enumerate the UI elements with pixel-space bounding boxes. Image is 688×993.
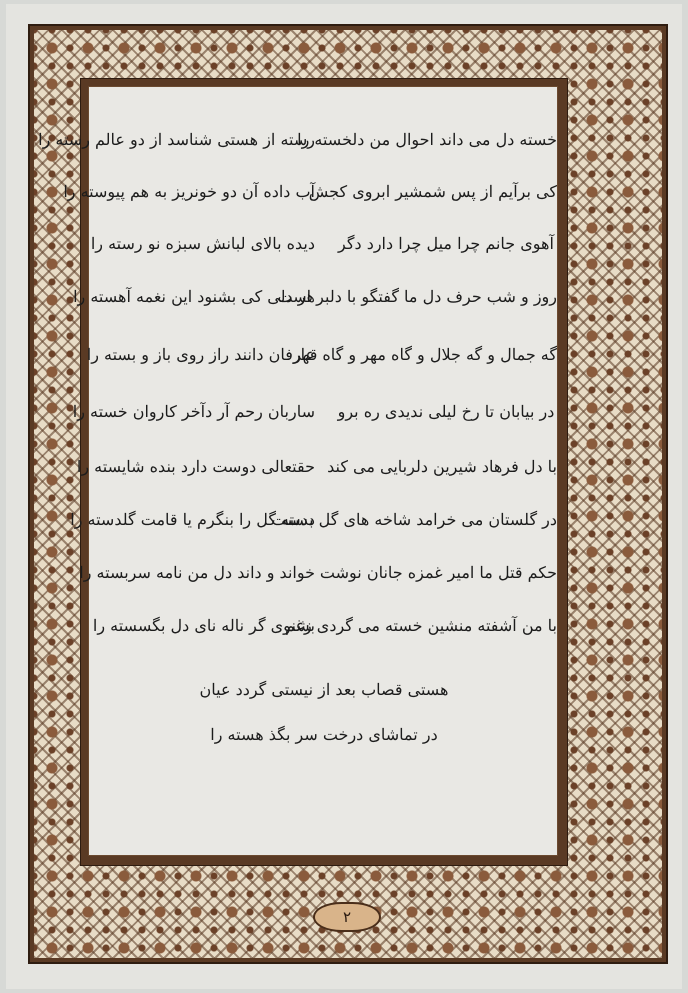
couplet <box>38 120 559 160</box>
closing-line-1: هستی قصاب بعد از نیستی گردد عیان <box>199 680 449 699</box>
second-hemistich: دیده بالای لبانش سبزه نو رسته را <box>90 234 315 253</box>
couplet <box>73 277 559 317</box>
first-hemistich: آهوی جانم چرا میل چرا دارد دگر <box>338 234 554 253</box>
couplet <box>70 500 559 540</box>
first-hemistich: در بیابان تا رخ لیلی ندیدی ره برو <box>337 402 555 421</box>
couplet <box>86 335 559 375</box>
couplet <box>76 447 559 487</box>
second-hemistich: آب داده آن دو خونریز به هم پیوسته را <box>63 182 315 201</box>
first-hemistich: روز و شب حرف دل ما گفتگو با دلبر است <box>277 287 557 306</box>
second-hemistich: بشنوی گر ناله نای دل بگسسته را <box>92 616 315 635</box>
couplet <box>89 606 559 646</box>
second-hemistich: ساربان رحم آر دآخر کاروان خسته را <box>72 402 315 421</box>
poem-panel <box>38 86 558 856</box>
first-hemistich: خسته دل می داند احوال من دلخسته را <box>297 130 557 149</box>
second-hemistich: عارفان دانند راز روی باز و بسته را <box>86 345 315 364</box>
first-hemistich: کی برآیم از پس شمشیر ابروی کجش <box>308 182 557 201</box>
couplet <box>63 172 559 212</box>
closing-line-2: در تماشای درخت سر بگذ هسته را <box>210 725 438 744</box>
first-hemistich: گه جمال و گه جلال و گاه مهر و گاه قهر <box>293 345 557 364</box>
first-hemistich: حکم قتل ما امیر غمزه جانان نوشت <box>319 563 557 582</box>
page-number: ۲ <box>342 908 352 926</box>
second-hemistich: دسته گل را بنگرم یا قامت گلدسته را <box>70 510 315 529</box>
couplet <box>72 392 559 432</box>
second-hemistich: خواند و داند دل من نامه سربسته را <box>79 563 315 582</box>
second-hemistich: حقتعالی دوست دارد بنده شایسته را <box>76 457 315 476</box>
book-page <box>6 4 682 989</box>
couplet <box>89 224 559 264</box>
second-hemistich: هر دلی کی بشنود این نغمه آهسته را <box>73 287 315 306</box>
second-hemistich: رسته از هستی شناسد از دو عالم رسته را <box>38 130 315 149</box>
couplet <box>79 553 559 593</box>
first-hemistich: با دل فرهاد شیرین دلربایی می کند <box>327 457 557 476</box>
first-hemistich: در گلستان می خرامد شاخه های گل بدست <box>271 510 557 529</box>
first-hemistich: با من آشفته منشین خسته می گردی زغم <box>284 616 557 635</box>
page-number-cartouche <box>313 902 381 932</box>
